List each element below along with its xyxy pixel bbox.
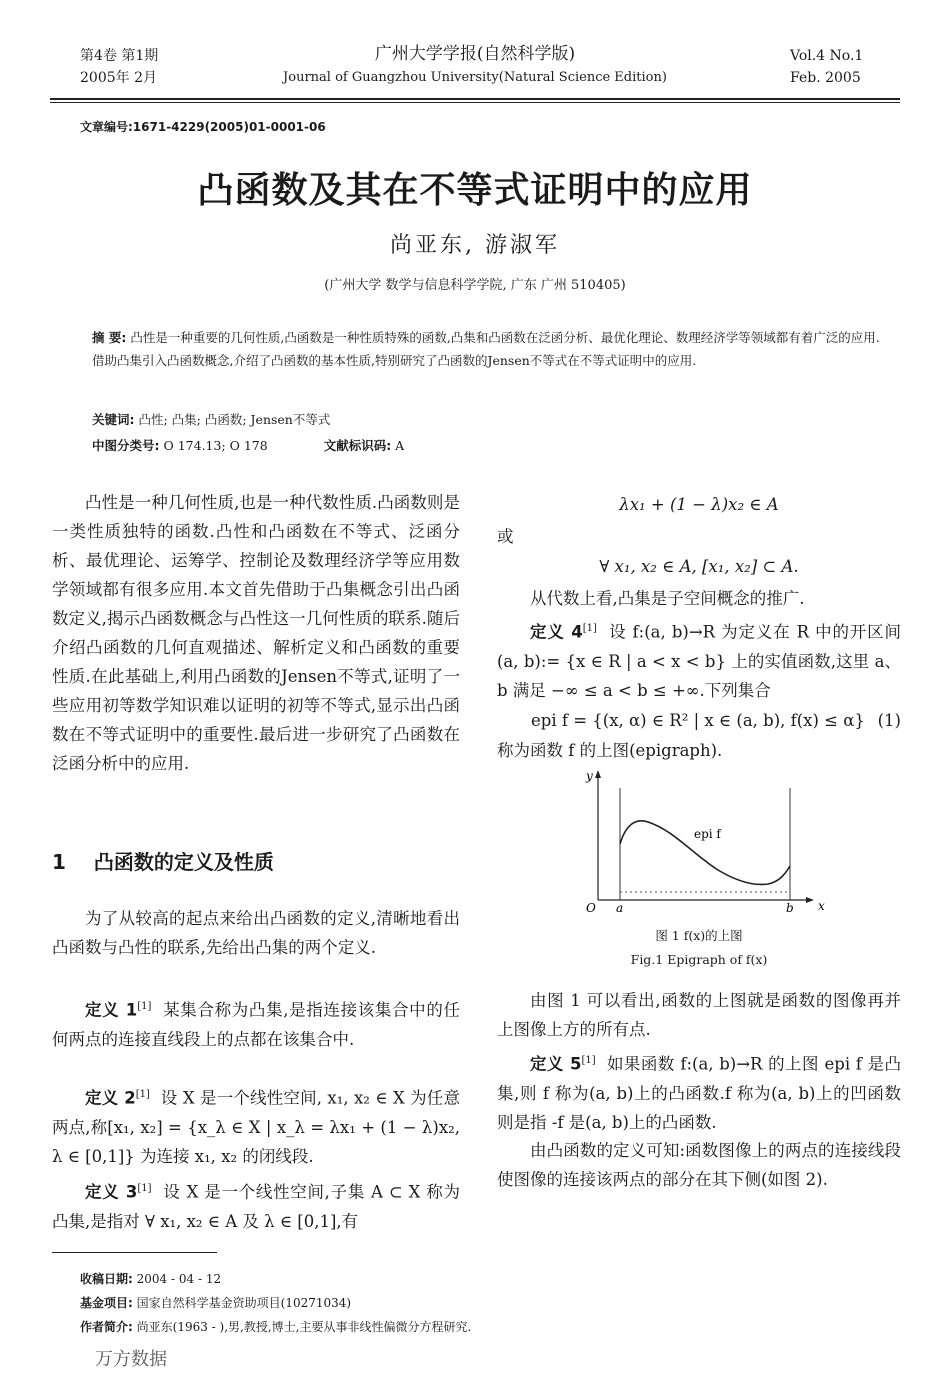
def2-ref: [1] [135,1089,150,1100]
header-date-en: Feb. 2005 [790,70,861,86]
footnote-author [80,1318,471,1335]
epigraph-name: 称为函数 f 的上图(epigraph). [497,741,723,760]
definition-2 [52,1080,460,1171]
def5-label: 定义 5 [530,1054,582,1074]
figure-caption-cn: 图 1 f(x)的上图 [655,928,743,943]
definition-5 [497,1046,901,1137]
definition-1 [52,992,460,1054]
y-label: y [586,769,593,783]
epigraph-remark: 由图 1 可以看出,函数的上图就是函数的图像再并上图像上方的所有点. [497,991,901,1039]
abstract-label: 摘 要: [92,330,127,345]
closing-paragraph: 由凸函数的定义可知:函数图像上的两点的连接线段使图像的连接该两点的部分在其下侧(如图 2). [497,1141,901,1189]
epi-formula: epi f = {(x, α) ∈ R² | x ∈ (a, b), f(x) ≤ α} [531,711,865,730]
or-text: 或 [497,527,514,546]
header-journal-en: Journal of Guangzhou University(Natural Science Edition) [283,70,667,85]
fund-text: 国家自然科学基金资助项目(10271034) [136,1296,352,1310]
y-axis-arrow [595,770,601,778]
header-rule [50,98,900,100]
section-heading [52,846,274,875]
clc-value: O 174.13; O 178 [163,438,268,453]
def2-label: 定义 2 [85,1088,136,1108]
def2-text: 设 X 是一个线性空间, x₁, x₂ ∈ X 为任意两点,称[x₁, x₂] = {x_λ ∈ X | x_λ = λx₁ + (1 − λ)x₂, λ ∈ [0,1]} 为连接 x₁, x₂ 的闭线段. [52,1088,460,1166]
header-rule-thin [50,102,900,103]
doc-code-value: A [395,438,405,453]
section-number: 1 [52,850,66,874]
epigraph-equation [497,706,901,735]
clc-label: 中图分类号: [92,438,160,453]
doc-code-label: 文献标识码: [323,438,392,453]
header-date-cn: 2005年 2月 [80,70,157,86]
abstract [92,326,882,372]
watermark: 万方数据 [95,1349,167,1370]
keywords-text: 凸性; 凸集; 凸函数; Jensen不等式 [138,412,331,427]
section-title: 凸函数的定义及性质 [93,850,274,874]
epi-label: epi f [694,827,721,841]
header-volume-cn: 第4卷 第1期 [80,48,159,64]
def4-ref: [1] [582,623,597,634]
b-label: b [786,901,794,915]
def3-text: 设 X 是一个线性空间,子集 A ⊂ X 称为凸集,是指对 ∀ x₁, x₂ ∈ A 及 λ ∈ [0,1],有 [52,1182,461,1231]
received-label: 收稿日期: [80,1272,133,1286]
figure-epigraph [578,766,828,916]
keywords [92,408,882,431]
def1-label: 定义 1 [85,1000,138,1020]
abstract-text: 凸性是一种重要的几何性质,凸函数是一种性质特殊的函数,凸集和凸函数在泛函分析、最优化理论、数理经济学等领域都有着广泛的应用.借助凸集引入凸函数概念,介绍了凸函数的基本性质,特别研究了凸函数的Jensen不等式在不等式证明中的应用. [92,330,880,368]
intro-paragraph: 凸性是一种几何性质,也是一种代数性质.凸函数则是一类性质独特的函数.凸性和凸函数在不等式、泛函分析、最优理论、运筹学、控制论及数理经济学等应用数学领域都有很多应用.本文首先借助于凸集概念引出凸函数定义,揭示凸函数概念与凸性这一几何性质的联系.随后介绍凸函数的几何直观描述、解析定义和凸函数的重要性质.在此基础上,利用凸函数的Jensen不等式,证明了一些应用初等数学知识难以证明的初等不等式,显示出凸函数在不等式证明中的重要性.最后进一步研究了凸函数在泛函分析中的应用. [52,493,460,773]
definition-3 [52,1174,460,1236]
equation-convex-combination: λx₁ + (1 − λ)x₂ ∈ A [619,495,779,514]
fund-label: 基金项目: [80,1296,133,1310]
a-label: a [616,901,624,915]
equation-segment: ∀ x₁, x₂ ∈ A, [x₁, x₂] ⊂ A. [599,557,799,576]
author-label: 作者简介: [80,1320,133,1334]
def5-text: 如果函数 f:(a, b)→R 的上图 epi f 是凸集,则 f 称为(a, b)上的凸函数.f 称为(a, b)上的凹函数则是指 -f 是(a, b)上的凸函数. [497,1054,901,1132]
x-axis-arrow [806,897,814,903]
classification [92,434,882,457]
equation-number: (1) [877,711,901,730]
def3-label: 定义 3 [85,1182,138,1202]
authors: 尚亚东, 游淑军 [390,233,560,258]
author-text: 尚亚东(1963 - ),男,教授,博士,主要从事非线性偏微分方程研究. [136,1320,472,1334]
def4-label: 定义 4 [530,622,583,642]
def4-text: 设 f:(a, b)→R 为定义在 R 中的开区间(a, b):= {x ∈ R | a < x < b} 上的实值函数,这里 a、b 满足 −∞ ≤ a < b ≤ +∞.下列集合 [497,622,901,700]
keywords-label: 关键词: [92,412,135,427]
def1-text: 某集合称为凸集,是指连接该集合中的任何两点的连接直线段上的点都在该集合中. [52,1000,460,1049]
x-label: x [818,899,825,913]
section-intro: 为了从较高的起点来给出凸函数的定义,清晰地看出凸函数与凸性的联系,先给出凸集的两个定义. [52,909,460,957]
figure-caption-en: Fig.1 Epigraph of f(x) [630,952,768,967]
algebra-remark: 从代数上看,凸集是子空间概念的推广. [530,589,805,608]
received-date: 2004 - 04 - 12 [136,1272,222,1286]
definition-4 [497,614,901,705]
def1-ref: [1] [137,1001,152,1012]
footnote-fund [80,1294,351,1311]
footnote-received [80,1270,221,1287]
footnote-rule [52,1252,217,1253]
origin-label: O [586,901,596,915]
paper-title: 凸函数及其在不等式证明中的应用 [197,169,753,211]
article-code: 文章编号:1671-4229(2005)01-0001-06 [80,120,326,134]
header-volume-en: Vol.4 No.1 [790,48,864,64]
def3-ref: [1] [137,1183,152,1194]
header-journal-cn: 广州大学学报(自然科学版) [374,44,576,64]
def5-ref: [1] [581,1055,596,1066]
affiliation: (广州大学 数学与信息科学学院, 广东 广州 510405) [324,278,626,293]
